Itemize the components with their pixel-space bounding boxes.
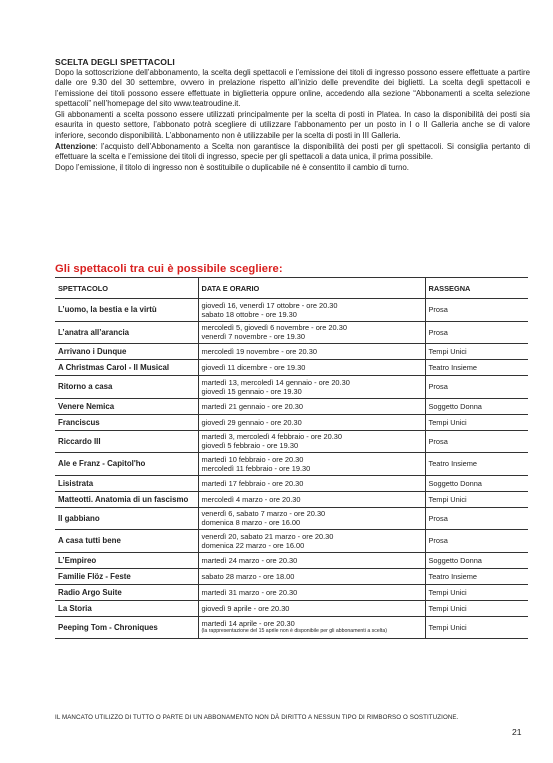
table-row [55, 475, 528, 491]
date-line: giovedì 5 febbraio - ore 19.30 [201, 441, 299, 451]
header-date-time: DATA E ORARIO [198, 278, 425, 299]
table-row [55, 530, 528, 553]
table-row [55, 453, 528, 476]
show-title: Franciscus [55, 414, 198, 430]
show-dates [198, 360, 425, 376]
show-series: Soggetto Donna [425, 398, 528, 414]
show-title: Ritorno a casa [55, 376, 198, 399]
header-series: RASSEGNA [425, 278, 528, 299]
table-row [55, 414, 528, 430]
show-series: Teatro Insieme [425, 453, 528, 476]
date-line: mercoledì 4 marzo - ore 20.30 [201, 494, 301, 504]
attention-text: : l’acquisto dell’Abbonamento a Scelta non garantisce la disponibilità dei posti per gli spettacoli. Si consiglia pertanto di effettuare la scelta e l’emissione dei titoli di ingresso, specie per gli spettacoli a data unica, il prima possibile. [55, 141, 530, 162]
date-line: venerdì 7 novembre - ore 19.30 [201, 332, 306, 342]
show-dates [198, 321, 425, 344]
show-title: Riccardo III [55, 430, 198, 453]
shows-heading: Gli spettacoli tra cui è possibile scegliere: [55, 263, 283, 275]
show-dates [198, 552, 425, 568]
show-series: Prosa [425, 376, 528, 399]
show-dates [198, 530, 425, 553]
show-title: Radio Argo Suite [55, 584, 198, 600]
table-row [55, 600, 528, 616]
table-row [55, 616, 528, 639]
show-title: L’Empireo [55, 552, 198, 568]
header-show: SPETTACOLO [55, 278, 198, 299]
date-line: mercoledì 19 novembre - ore 20.30 [201, 347, 317, 356]
show-dates [198, 376, 425, 399]
refund-disclaimer: IL MANCATO UTILIZZO DI TUTTO O PARTE DI UN ABBONAMENTO NON DÀ DIRITTO A NESSUN TIPO DI RIMBORSO O SOSTITUZIONE. [55, 714, 459, 721]
table-row [55, 344, 528, 360]
show-series: Prosa [425, 430, 528, 453]
attention-paragraph [55, 142, 530, 163]
table-row [55, 299, 528, 322]
show-title: L’anatra all’arancia [55, 321, 198, 344]
shows-table-body [55, 299, 528, 639]
show-title: Matteotti. Anatomia di un fascismo [55, 491, 198, 507]
show-series: Soggetto Donna [425, 552, 528, 568]
show-dates [198, 344, 425, 360]
table-row [55, 321, 528, 344]
show-dates [198, 568, 425, 584]
attention-label: Attenzione [55, 141, 96, 151]
show-title: A Christmas Carol - Il Musical [55, 360, 198, 376]
show-dates [198, 491, 425, 507]
table-row [55, 507, 528, 530]
show-dates [198, 600, 425, 616]
table-row [55, 584, 528, 600]
table-row [55, 360, 528, 376]
show-title: Ale e Franz - Capitol'ho [55, 453, 198, 476]
date-line: sabato 18 ottobre - ore 19.30 [201, 309, 297, 319]
date-line: domenica 22 marzo - ore 16.00 [201, 540, 305, 550]
date-note: (la rappresentazione del 15 aprile non è disponibile per gli abbonamenti a scelta) [201, 628, 387, 635]
table-row [55, 552, 528, 568]
show-title: Venere Nemica [55, 398, 198, 414]
selection-section [55, 57, 530, 173]
show-series: Teatro Insieme [425, 360, 528, 376]
show-series: Tempi Unici [425, 414, 528, 430]
seating-paragraph: Gli abbonamenti a scelta possono essere utilizzati principalmente per la scelta di posti in Platea. In caso la disponibilità dei posti sia esaurita in questo settore, l’abbonato potrà scegliere di utilizzare l’abbonamento per un posto in I o II Galleria anche se di valore inferiore, secondo disponibilità. L’abbonamento non è utilizzabile per la scelta di posti in III Galleria. [55, 109, 530, 141]
emission-paragraph: Dopo l’emissione, il titolo di ingresso non è sostituibile o duplicabile né è consentito il cambio di turno. [55, 162, 409, 172]
show-series: Tempi Unici [425, 491, 528, 507]
date-line: martedì 21 gennaio - ore 20.30 [201, 401, 303, 411]
date-line: domenica 8 marzo - ore 16.00 [201, 518, 301, 528]
page-number: 21 [512, 727, 522, 737]
show-series: Prosa [425, 530, 528, 553]
date-line: martedì 3, mercoledì 4 febbraio - ore 20.30 [201, 432, 342, 442]
show-series: Prosa [425, 299, 528, 322]
date-line: martedì 31 marzo - ore 20.30 [201, 587, 298, 597]
shows-table [55, 277, 528, 639]
show-title: Arrivano i Dunque [55, 344, 198, 360]
date-line: venerdì 6, sabato 7 marzo - ore 20.30 [201, 509, 326, 519]
show-dates [198, 430, 425, 453]
date-line: sabato 28 marzo - ore 18.00 [201, 571, 295, 581]
show-dates [198, 398, 425, 414]
show-series: Teatro Insieme [425, 568, 528, 584]
show-dates [198, 414, 425, 430]
show-series: Tempi Unici [425, 600, 528, 616]
show-title: A casa tutti bene [55, 530, 198, 553]
show-series: Tempi Unici [425, 344, 528, 360]
show-dates [198, 507, 425, 530]
show-dates [198, 453, 425, 476]
show-title: Il gabbiano [55, 507, 198, 530]
table-row [55, 430, 528, 453]
date-line: giovedì 9 aprile - ore 20.30 [201, 603, 290, 613]
show-series: Soggetto Donna [425, 475, 528, 491]
date-line: mercoledì 5, giovedì 6 novembre - ore 20.30 [201, 323, 347, 333]
show-title: L’uomo, la bestia e la virtù [55, 299, 198, 322]
date-line: giovedì 11 dicembre - ore 19.30 [201, 363, 306, 372]
date-line: martedì 17 febbraio - ore 20.30 [201, 478, 304, 488]
table-row [55, 491, 528, 507]
date-line: venerdì 20, sabato 21 marzo - ore 20.30 [201, 531, 334, 541]
show-dates [198, 616, 425, 639]
date-line: martedì 13, mercoledì 14 gennaio - ore 20.30 [201, 377, 350, 387]
show-dates [198, 475, 425, 491]
show-title: Familie Flöz - Feste [55, 568, 198, 584]
show-title: Peeping Tom - Chroniques [55, 616, 198, 639]
table-row [55, 376, 528, 399]
date-line: giovedì 16, venerdì 17 ottobre - ore 20.30 [201, 300, 338, 310]
show-series: Tempi Unici [425, 584, 528, 600]
date-line: martedì 24 marzo - ore 20.30 [201, 555, 298, 565]
table-header-row [55, 278, 528, 299]
intro-paragraph: Dopo la sottoscrizione dell’abbonamento, la scelta degli spettacoli e l’emissione dei titoli di ingresso possono essere effettuate a partire dalle ore 9.30 del 30 settembre, ovvero in prelazione rispetto all’inizio delle prevendite dei biglietti. La scelta degli spettacoli e l’emissione dei titoli possono essere effettuate in biglietteria oppure online, accedendo alla sezione “Abbonamenti a scelta selezione spettacoli” nell’homepage del sito www.teatroudine.it. [55, 67, 530, 109]
date-line: giovedì 15 gennaio - ore 19.30 [201, 386, 302, 396]
table-row [55, 398, 528, 414]
date-line: martedì 10 febbraio - ore 20.30 [201, 454, 304, 464]
show-title: La Storia [55, 600, 198, 616]
show-title: Lisistrata [55, 475, 198, 491]
show-series: Prosa [425, 507, 528, 530]
table-row [55, 568, 528, 584]
date-line: mercoledì 11 febbraio - ore 19.30 [201, 463, 311, 473]
date-line: giovedì 29 gennaio - ore 20.30 [201, 417, 302, 427]
show-dates [198, 584, 425, 600]
show-series: Prosa [425, 321, 528, 344]
show-series: Tempi Unici [425, 616, 528, 639]
show-dates [198, 299, 425, 322]
date-line: martedì 14 aprile - ore 20.30 [201, 619, 295, 629]
section-title: SCELTA DEGLI SPETTACOLI [55, 57, 175, 67]
